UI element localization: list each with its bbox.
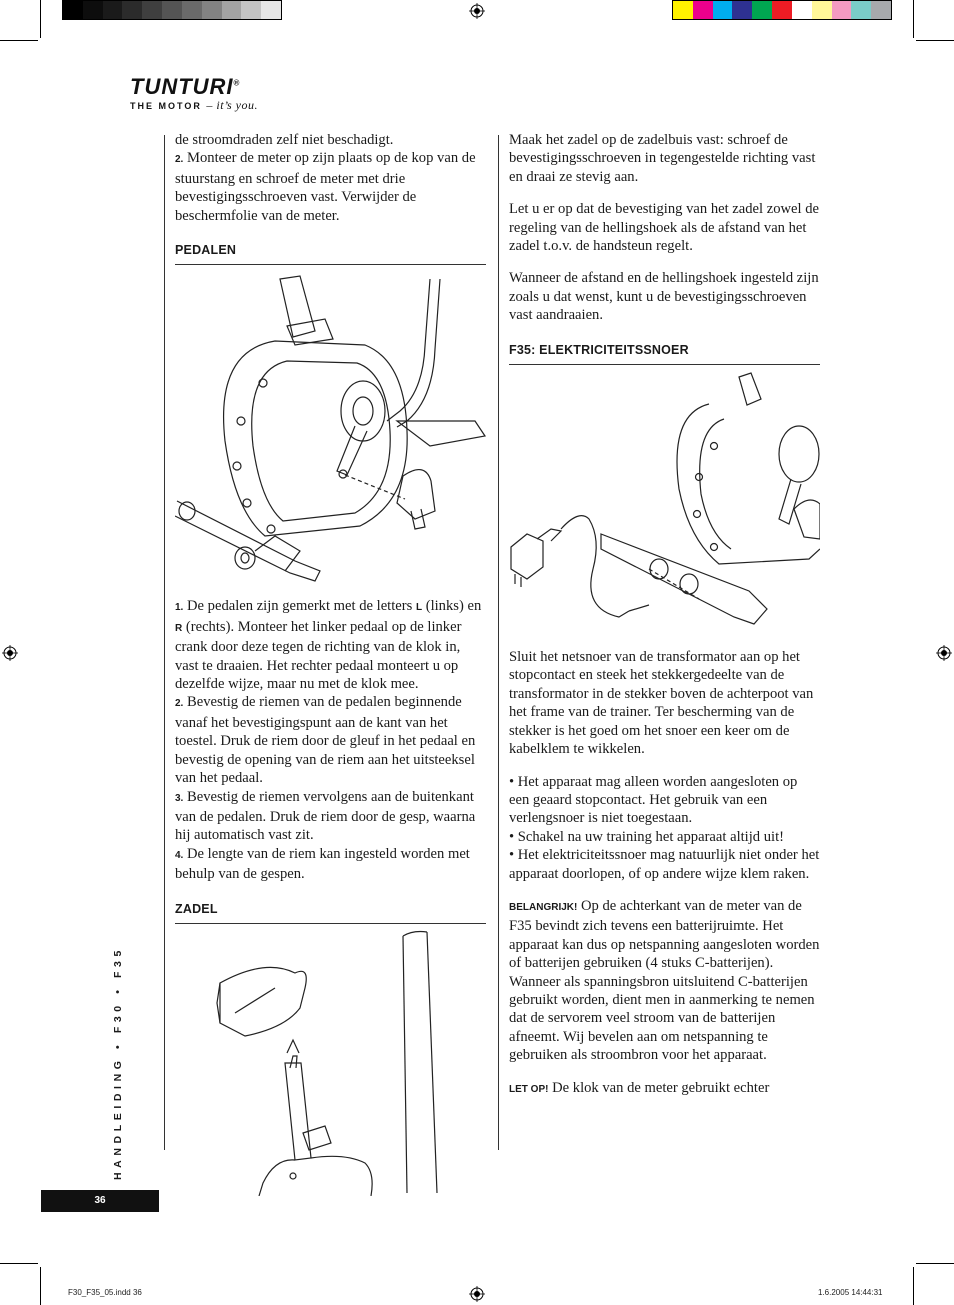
important-label: BELANGRIJK! bbox=[509, 901, 578, 913]
color-swatch bbox=[162, 1, 182, 19]
color-swatch bbox=[241, 1, 261, 19]
paragraph: Maak het zadel op de zadelbuis vast: schroef de bevestigingsschroeven in tegengestelde richting vast en draai ze stevig aan. bbox=[509, 132, 816, 185]
intro-text: de stroomdraden zelf niet beschadigt. bbox=[175, 132, 394, 148]
registration-mark-icon bbox=[936, 645, 952, 661]
registration-mark-icon bbox=[469, 3, 485, 19]
crop-mark bbox=[916, 1263, 954, 1264]
color-swatch bbox=[713, 1, 733, 19]
color-swatch bbox=[832, 1, 852, 19]
grayscale-bar bbox=[62, 0, 282, 20]
logo-wordmark: TUNTURI bbox=[130, 74, 234, 99]
color-swatch bbox=[673, 1, 693, 19]
crop-mark bbox=[916, 40, 954, 41]
bullet-item: • Schakel na uw training het apparaat altijd uit! bbox=[509, 828, 785, 845]
color-swatch bbox=[142, 1, 162, 19]
crop-mark bbox=[40, 1267, 41, 1305]
registration-mark-icon bbox=[2, 645, 18, 661]
crop-mark bbox=[40, 0, 41, 38]
step-number: 1. bbox=[175, 602, 184, 614]
side-manual-label: HANDLEIDING • F30 • F35 bbox=[112, 946, 124, 1180]
left-column bbox=[175, 131, 486, 1196]
footer-timestamp: 1.6.2005 14:44:31 bbox=[818, 1288, 883, 1297]
registration-mark-icon bbox=[469, 1286, 485, 1302]
color-swatch bbox=[222, 1, 242, 19]
step-text: Bevestig de riemen van de pedalen beginnende vanaf het bevestigingspunt aan de kant van het toestel. Druk de riem door de gleuf in het pedaal en bevestig de opening van de riem aan het uitsteeksel van het pedaal. bbox=[175, 694, 476, 787]
color-swatch bbox=[63, 1, 83, 19]
paragraph: Sluit het netsnoer van de transformator aan op het stopcontact en steek het stekkergedeelte van de transformator in de stekker boven de achterpoot van het frame van de trainer. Ter bescherming van de stekker is het goed om het snoer een keer om de kabelklem te wikkelen. bbox=[509, 649, 814, 758]
column-rule-middle bbox=[498, 135, 499, 1150]
color-swatch bbox=[202, 1, 222, 19]
logo-tagline-caps: THE MOTOR bbox=[130, 101, 202, 111]
brand-logo bbox=[130, 74, 258, 113]
step-text: De lengte van de riem kan ingesteld worden met behulp van de gespen. bbox=[175, 845, 470, 883]
step-text: (links) en bbox=[422, 598, 482, 615]
step-number: 4. bbox=[175, 849, 184, 861]
step-number: 2. bbox=[175, 698, 184, 710]
right-column bbox=[509, 131, 820, 1099]
pedal-letter-right: R bbox=[175, 622, 183, 634]
section-heading-pedalen: PEDALEN bbox=[175, 241, 486, 265]
attention-label: LET OP! bbox=[509, 1083, 549, 1095]
page-number: 36 bbox=[41, 1190, 159, 1212]
paragraph: Let u er op dat de bevestiging van het zadel zowel de regeling van de hellingshoek als de afstand van het zadel t.o.v. de handsteun regelt. bbox=[509, 201, 819, 255]
paragraph: Op de achterkant van de meter van de F35 bevindt zich tevens een batterijruimte. Het apparaat kan dus op netspanning aangesloten worden of batterijen gebruiken (4 stuks C-batterijen). Wanneer als spanningsbron uitsluitend C-batterijen gebruikt worden, dient men in aanmerking te nemen dat de servorem veel stroom van de batterijen afneemt. Wij bevelen aan om netspanning te gebruiken als stroombron voor het apparaat. bbox=[509, 897, 820, 1064]
color-swatch bbox=[792, 1, 812, 19]
section-heading-zadel: ZADEL bbox=[175, 900, 486, 924]
step-number: 2. bbox=[175, 154, 184, 166]
section-heading-f35: F35: ELEKTRICITEITSSNOER bbox=[509, 341, 820, 365]
step-text: (rechts). Monteer het linker pedaal op de linker crank door deze tegen de richting van de klok in, vast te draaien. Het rechter pedaal monteert u op dezelfde wijze, maar nu met de klok mee. bbox=[175, 618, 462, 693]
logo-registered: ® bbox=[233, 78, 241, 88]
step-text: Monteer de meter op zijn plaats op de kop van de stuurstang en schroef de meter met drie bevestigingsschroeven vast. Verwijder de beschermfolie van de meter. bbox=[175, 150, 476, 224]
color-swatch bbox=[83, 1, 103, 19]
crop-mark bbox=[0, 40, 38, 41]
logo-tagline-script: – it’s you. bbox=[206, 98, 258, 112]
color-swatch bbox=[732, 1, 752, 19]
color-swatch bbox=[812, 1, 832, 19]
color-swatch bbox=[261, 1, 281, 19]
exercise-bike-pedal-diagram bbox=[175, 271, 486, 589]
power-cord-transformer-diagram bbox=[509, 369, 820, 634]
color-swatch bbox=[693, 1, 713, 19]
color-swatch bbox=[752, 1, 772, 19]
saddle-mounting-diagram bbox=[175, 928, 486, 1196]
column-rule-left bbox=[164, 135, 165, 1150]
color-swatch bbox=[103, 1, 123, 19]
color-swatch bbox=[122, 1, 142, 19]
paragraph: Wanneer de afstand en de hellingshoek ingesteld zijn zoals u dat wenst, kunt u de bevestigingsschroeven vast aandraaien. bbox=[509, 270, 819, 324]
color-swatch bbox=[851, 1, 871, 19]
color-swatch bbox=[871, 1, 891, 19]
color-swatch bbox=[772, 1, 792, 19]
step-text: De pedalen zijn gemerkt met de letters bbox=[187, 598, 416, 615]
color-swatch bbox=[182, 1, 202, 19]
pedal-letter-left: L bbox=[415, 602, 423, 614]
crop-mark bbox=[913, 0, 914, 38]
paragraph: De klok van de meter gebruikt echter bbox=[548, 1079, 770, 1096]
color-bar bbox=[672, 0, 892, 20]
crop-mark bbox=[0, 1263, 38, 1264]
step-text: Bevestig de riemen vervolgens aan de buitenkant van de pedalen. Druk de riem door de gesp, waarna hij automatisch vast zit. bbox=[175, 788, 476, 844]
step-number: 3. bbox=[175, 792, 184, 804]
bullet-item: • Het elektriciteitssnoer mag natuurlijk niet onder het apparaat doorlopen, of op andere wijze klem raken. bbox=[509, 847, 820, 882]
bullet-item: • Het apparaat mag alleen worden aangesloten op een geaard stopcontact. Het gebruik van een verlengsnoer is niet toegestaan. bbox=[509, 773, 798, 827]
footer-filename: F30_F35_05.indd 36 bbox=[68, 1288, 142, 1297]
crop-mark bbox=[913, 1267, 914, 1305]
